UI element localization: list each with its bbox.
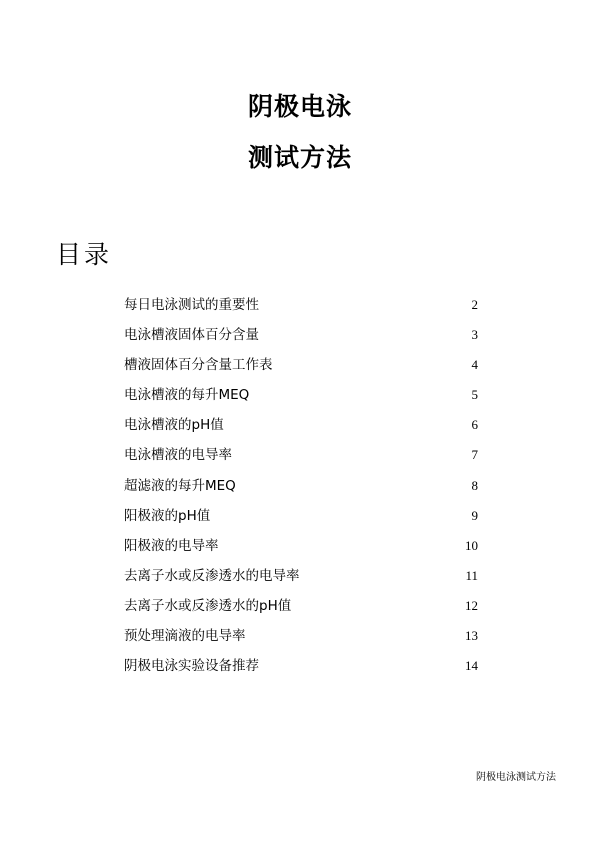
- table-of-contents: [124, 292, 478, 683]
- toc-entry-page-number: 12: [465, 597, 478, 613]
- toc-entry-title: 去离子水或反渗透水的pH值: [124, 597, 292, 614]
- toc-entry-title: 预处理滴液的电导率: [124, 628, 246, 645]
- toc-entry-title: 阳极液的电导率: [124, 537, 219, 554]
- toc-entry: [124, 412, 478, 442]
- toc-entry-title: 每日电泳测试的重要性: [124, 297, 259, 313]
- toc-entry-title: 电泳槽液的pH值: [124, 417, 224, 434]
- toc-entry: [124, 653, 478, 683]
- toc-entry: [124, 593, 478, 623]
- toc-entry-page-number: 10: [465, 537, 478, 553]
- toc-entry: [124, 322, 478, 352]
- toc-entry: [124, 292, 478, 322]
- toc-entry-page-number: 13: [465, 628, 478, 644]
- toc-entry-title: 电泳槽液的每升MEQ: [124, 387, 250, 404]
- toc-entry-title: 去离子水或反渗透水的电导率: [124, 567, 300, 584]
- toc-entry: [124, 623, 478, 653]
- toc-entry-page-number: 9: [471, 507, 478, 523]
- toc-entry: [124, 503, 478, 533]
- toc-entry-page-number: 2: [471, 297, 478, 312]
- toc-entry-page-number: 7: [471, 447, 478, 463]
- toc-entry-page-number: 8: [471, 477, 478, 493]
- toc-entry-title: 阴极电泳实验设备推荐: [124, 658, 259, 675]
- toc-entry: [124, 473, 478, 503]
- toc-entry-title: 阳极液的pH值: [124, 507, 211, 524]
- toc-entry-page-number: 4: [471, 357, 478, 373]
- toc-entry-page-number: 5: [471, 387, 478, 403]
- toc-entry-page-number: 11: [465, 567, 478, 583]
- toc-entry: [124, 352, 478, 382]
- toc-entry-title: 超滤液的每升MEQ: [124, 477, 236, 494]
- toc-entry-page-number: 14: [465, 658, 478, 674]
- toc-entry-page-number: 6: [471, 417, 478, 433]
- toc-entry: [124, 382, 478, 412]
- toc-entry: [124, 442, 478, 472]
- toc-heading: 目录: [56, 240, 113, 269]
- toc-entry: [124, 563, 478, 593]
- toc-entry-title: 槽液固体百分含量工作表: [124, 357, 273, 374]
- document-title-line-2: 测试方法: [247, 143, 352, 172]
- document-title-line-1: 阴极电泳: [247, 92, 352, 121]
- toc-entry-title: 电泳槽液的电导率: [124, 447, 232, 464]
- toc-entry-page-number: 3: [471, 327, 478, 343]
- toc-entry-title: 电泳槽液固体百分含量: [124, 327, 259, 344]
- toc-entry: [124, 533, 478, 563]
- page-footer: 阴极电泳测试方法: [476, 772, 556, 783]
